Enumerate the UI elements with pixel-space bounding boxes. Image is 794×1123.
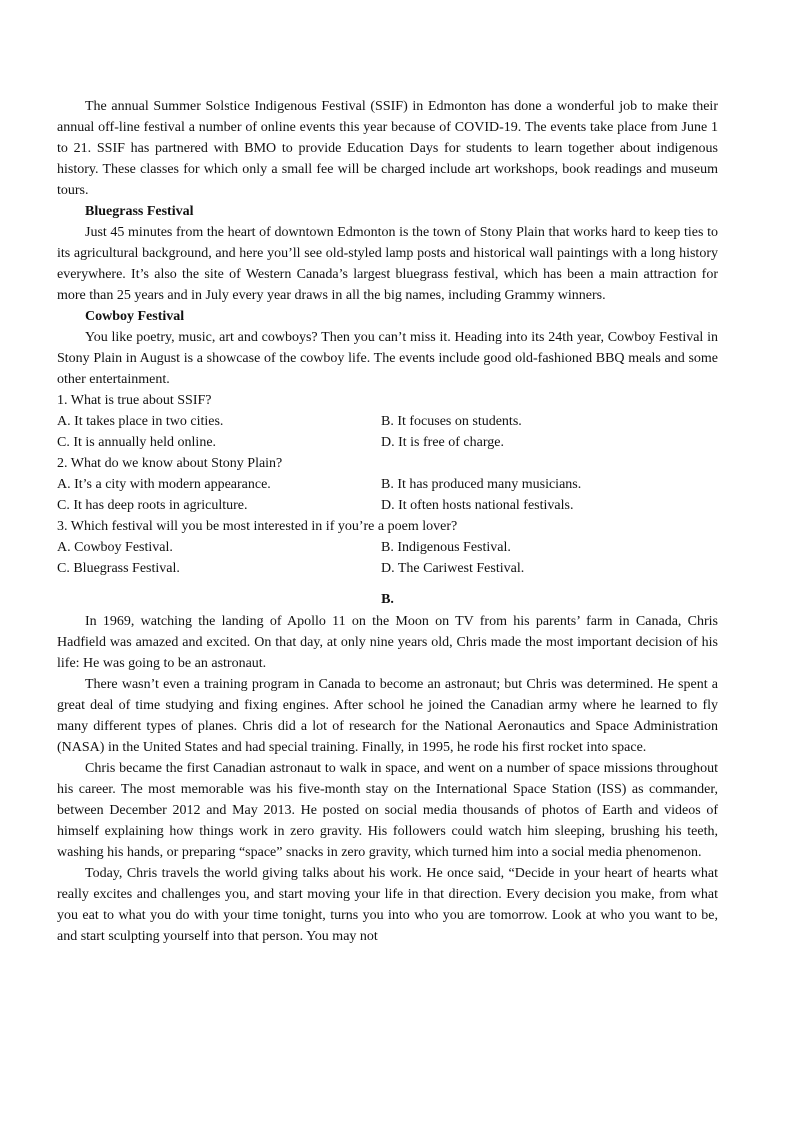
- option-d: D. It often hosts national festivals.: [381, 498, 574, 513]
- question-stem: 2. What do we know about Stony Plain?: [57, 456, 283, 471]
- question-1: [57, 390, 718, 453]
- cowboy-paragraph: You like poetry, music, art and cowboys? Then you can’t miss it. Heading into its 24th year, Cowboy Festival in Stony Plain in August is a showcase of the cowboy life. The events include good old-fashioned BBQ meals and some other entertainment.: [57, 330, 718, 387]
- document-page: [57, 96, 718, 947]
- ssif-paragraph: The annual Summer Solstice Indigenous Festival (SSIF) in Edmonton has done a wonderful job to make their annual off-line festival a number of online events this year because of COVID-19. The events take place from June 1 to 21. SSIF has partnered with BMO to provide Education Days for students to learn together about indigenous history. These classes for which only a small fee will be charged include art workshops, book readings and museum tours.: [57, 99, 718, 198]
- option-a: A. It takes place in two cities.: [57, 414, 224, 429]
- section-b-label: B.: [381, 592, 394, 607]
- bluegrass-heading: Bluegrass Festival: [85, 204, 194, 219]
- hadfield-paragraph-4: Today, Chris travels the world giving talks about his work. He once said, “Decide in your heart of hearts what really excites and challenges you, and start moving your life in that direction. Every decision you make, from what you eat to what you do with your time tonight, turns you into who you are tomorrow. Look at who you want to be, and start sculpting yourself into that person. You may not: [57, 866, 718, 944]
- option-c: C. It has deep roots in agriculture.: [57, 498, 248, 513]
- option-a: A. It’s a city with modern appearance.: [57, 477, 271, 492]
- hadfield-paragraph-1: In 1969, watching the landing of Apollo 11 on the Moon on TV from his parents’ farm in Canada, Chris Hadfield was amazed and excited. On that day, at only nine years old, Chris made the most important decision of his life: He was going to be an astronaut.: [57, 614, 718, 671]
- question-2: [57, 453, 718, 516]
- option-d: D. The Cariwest Festival.: [381, 561, 525, 576]
- hadfield-paragraph-2: There wasn’t even a training program in Canada to become an astronaut; but Chris was determined. He spent a great deal of time studying and fixing engines. After school he joined the Canadian army where he learned to fly many different types of planes. Chris did a lot of research for the National Aeronautics and Space Administration (NASA) in the United States and had special training. Finally, in 1995, he rode his first rocket into space.: [57, 677, 718, 755]
- hadfield-paragraph-3: Chris became the first Canadian astronaut to walk in space, and went on a number of space missions throughout his career. The most memorable was his five-month stay on the International Space Station (ISS) as commander, between December 2012 and May 2013. He posted on social media thousands of photos of Earth and videos of himself explaining how things work in zero gravity. His followers could watch him sleeping, brushing his teeth, washing his hands, or preparing “space” snacks in zero gravity, which turned him into a social media phenomenon.: [57, 761, 718, 860]
- option-c: C. Bluegrass Festival.: [57, 561, 180, 576]
- option-b: B. Indigenous Festival.: [381, 540, 511, 555]
- question-stem: 3. Which festival will you be most interested in if you’re a poem lover?: [57, 519, 458, 534]
- option-b: B. It focuses on students.: [381, 414, 522, 429]
- bluegrass-paragraph: Just 45 minutes from the heart of downtown Edmonton is the town of Stony Plain that works hard to keep ties to its agricultural background, and here you’ll see old-styled lamp posts and historical wall paintings with a long history everywhere. It’s also the site of Western Canada’s largest bluegrass festival, which has been a main attraction for more than 25 years and in July every year draws in all the big names, including Grammy winners.: [57, 225, 718, 303]
- option-d: D. It is free of charge.: [381, 435, 504, 450]
- option-a: A. Cowboy Festival.: [57, 540, 173, 555]
- question-stem: 1. What is true about SSIF?: [57, 393, 212, 408]
- question-3: [57, 516, 718, 579]
- option-b: B. It has produced many musicians.: [381, 477, 582, 492]
- cowboy-heading: Cowboy Festival: [85, 309, 185, 324]
- option-c: C. It is annually held online.: [57, 435, 217, 450]
